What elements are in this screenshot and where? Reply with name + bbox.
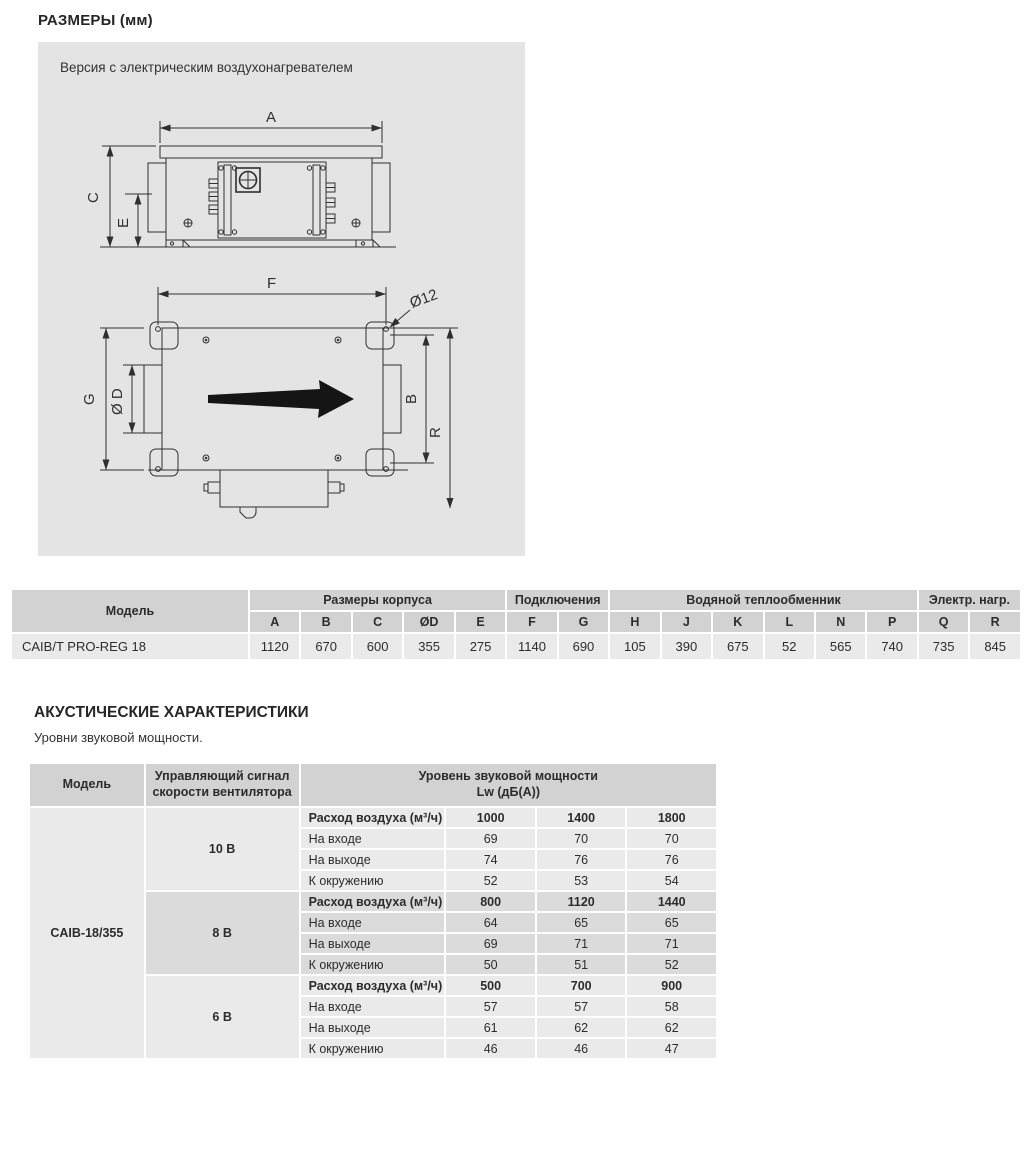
row-label-surround: К окружению bbox=[301, 955, 445, 974]
level-value: 51 bbox=[537, 955, 626, 974]
flow-value: 1400 bbox=[537, 808, 626, 827]
value-q: 735 bbox=[919, 634, 968, 659]
level-value: 74 bbox=[446, 850, 535, 869]
signal-header-line1: Управляющий сигнал bbox=[154, 769, 290, 784]
dim-label-c: C bbox=[85, 192, 102, 203]
front-flange bbox=[160, 146, 382, 158]
level-value: 76 bbox=[537, 850, 626, 869]
dimension-f bbox=[158, 287, 386, 325]
col-a: A bbox=[250, 612, 299, 632]
model-name: CAIB/T PRO-REG 18 bbox=[12, 634, 248, 659]
acoustics-subtitle: Уровни звуковой мощности. bbox=[34, 730, 203, 745]
value-j: 390 bbox=[662, 634, 711, 659]
col-c: C bbox=[353, 612, 402, 632]
drain-tab bbox=[240, 507, 256, 518]
value-k: 675 bbox=[713, 634, 762, 659]
level-value: 54 bbox=[627, 871, 716, 890]
top-left-duct bbox=[144, 365, 162, 433]
front-left-foot bbox=[166, 240, 190, 247]
level-value: 71 bbox=[627, 934, 716, 953]
group-header-water-coil: Водяной теплообменник bbox=[610, 590, 917, 610]
table-row bbox=[30, 808, 716, 827]
dim-label-g: G bbox=[81, 393, 98, 405]
acoustics-title: АКУСТИЧЕСКИЕ ХАРАКТЕРИСТИКИ bbox=[34, 704, 309, 721]
group-header-body-dims: Размеры корпуса bbox=[250, 590, 505, 610]
front-right-foot bbox=[356, 240, 380, 247]
dim-label-d: Ø D bbox=[109, 388, 126, 415]
col-b: B bbox=[301, 612, 350, 632]
value-g: 690 bbox=[559, 634, 608, 659]
value-f: 1140 bbox=[507, 634, 556, 659]
table-row bbox=[12, 634, 1020, 659]
col-j: J bbox=[662, 612, 711, 632]
flow-value: 700 bbox=[537, 976, 626, 995]
value-c: 600 bbox=[353, 634, 402, 659]
signal-header-line2: скорости вентилятора bbox=[152, 785, 292, 799]
flow-value: 1440 bbox=[627, 892, 716, 911]
level-value: 71 bbox=[537, 934, 626, 953]
col-d: ØD bbox=[404, 612, 453, 632]
level-value: 57 bbox=[446, 997, 535, 1016]
level-value: 65 bbox=[627, 913, 716, 932]
level-header-line1: Уровень звуковой мощности bbox=[418, 769, 598, 784]
value-l: 52 bbox=[765, 634, 814, 659]
flow-value: 1800 bbox=[627, 808, 716, 827]
level-value: 61 bbox=[446, 1018, 535, 1037]
level-value: 53 bbox=[537, 871, 626, 890]
dim-label-f: F bbox=[267, 275, 277, 292]
value-p: 740 bbox=[867, 634, 916, 659]
value-r: 845 bbox=[970, 634, 1020, 659]
airflow-arrow-icon bbox=[208, 380, 354, 418]
flow-label: Расход воздуха (м³/ч) bbox=[301, 976, 445, 995]
ac-col-header-level bbox=[301, 764, 716, 806]
level-value: 69 bbox=[446, 829, 535, 848]
heater-connection-box bbox=[204, 470, 344, 518]
level-value: 65 bbox=[537, 913, 626, 932]
page-title: РАЗМЕРЫ (мм) bbox=[38, 12, 153, 29]
col-e: E bbox=[456, 612, 505, 632]
ac-col-header-signal bbox=[146, 764, 299, 806]
row-label-outlet: На выходе bbox=[301, 934, 445, 953]
level-value: 46 bbox=[446, 1039, 535, 1058]
signal-10v-cell: 10 В bbox=[146, 808, 299, 890]
value-b: 670 bbox=[301, 634, 350, 659]
flow-value: 800 bbox=[446, 892, 535, 911]
hole-callout-leader bbox=[390, 310, 410, 327]
front-view bbox=[100, 121, 396, 247]
flow-label: Расход воздуха (м³/ч) bbox=[301, 808, 445, 827]
dim-label-b: B bbox=[403, 393, 420, 404]
front-right-duct bbox=[372, 163, 390, 232]
level-value: 70 bbox=[627, 829, 716, 848]
technical-drawing bbox=[38, 42, 525, 556]
col-k: K bbox=[713, 612, 762, 632]
row-label-outlet: На выходе bbox=[301, 850, 445, 869]
col-g: G bbox=[559, 612, 608, 632]
dimensions-table bbox=[10, 588, 1022, 661]
flow-value: 1000 bbox=[446, 808, 535, 827]
value-a: 1120 bbox=[250, 634, 299, 659]
acoustics-table bbox=[28, 762, 718, 1060]
level-value: 70 bbox=[537, 829, 626, 848]
control-box bbox=[209, 162, 335, 238]
level-value: 52 bbox=[627, 955, 716, 974]
level-value: 76 bbox=[627, 850, 716, 869]
dim-label-r: R bbox=[427, 427, 444, 438]
value-h: 105 bbox=[610, 634, 659, 659]
dimension-r bbox=[383, 328, 458, 508]
level-value: 52 bbox=[446, 871, 535, 890]
ac-col-header-model: Модель bbox=[30, 764, 144, 806]
level-value: 58 bbox=[627, 997, 716, 1016]
group-header-electric-heater: Электр. нагр. bbox=[919, 590, 1020, 610]
level-value: 46 bbox=[537, 1039, 626, 1058]
flow-value: 1120 bbox=[537, 892, 626, 911]
row-label-inlet: На входе bbox=[301, 913, 445, 932]
col-p: P bbox=[867, 612, 916, 632]
value-e: 275 bbox=[456, 634, 505, 659]
value-n: 565 bbox=[816, 634, 865, 659]
level-value: 62 bbox=[537, 1018, 626, 1037]
signal-8v-cell: 8 В bbox=[146, 892, 299, 974]
level-header-line2: Lw (дБ(А)) bbox=[476, 785, 540, 799]
level-value: 47 bbox=[627, 1039, 716, 1058]
row-label-inlet: На входе bbox=[301, 997, 445, 1016]
level-value: 57 bbox=[537, 997, 626, 1016]
row-label-outlet: На выходе bbox=[301, 1018, 445, 1037]
flow-label: Расход воздуха (м³/ч) bbox=[301, 892, 445, 911]
front-body bbox=[166, 158, 372, 240]
drawing-caption: Версия с электрическим воздухонагревателем bbox=[60, 60, 353, 75]
signal-6v-cell: 6 В bbox=[146, 976, 299, 1058]
col-h: H bbox=[610, 612, 659, 632]
col-n: N bbox=[816, 612, 865, 632]
hole-callout-label: Ø12 bbox=[407, 286, 441, 312]
level-value: 64 bbox=[446, 913, 535, 932]
dim-label-a: A bbox=[266, 109, 277, 126]
col-q: Q bbox=[919, 612, 968, 632]
row-label-inlet: На входе bbox=[301, 829, 445, 848]
dimensions-drawing-panel bbox=[38, 42, 525, 556]
row-label-surround: К окружению bbox=[301, 871, 445, 890]
flow-value: 900 bbox=[627, 976, 716, 995]
top-right-duct bbox=[383, 365, 401, 433]
dim-label-e: E bbox=[115, 217, 132, 228]
front-left-duct bbox=[148, 163, 166, 232]
col-f: F bbox=[507, 612, 556, 632]
level-value: 50 bbox=[446, 955, 535, 974]
row-label-surround: К окружению bbox=[301, 1039, 445, 1058]
level-value: 62 bbox=[627, 1018, 716, 1037]
flow-value: 500 bbox=[446, 976, 535, 995]
ac-model-name: CAIB-18/355 bbox=[30, 808, 144, 1058]
col-header-model: Модель bbox=[12, 590, 248, 632]
level-value: 69 bbox=[446, 934, 535, 953]
value-d: 355 bbox=[404, 634, 453, 659]
group-header-connections: Подключения bbox=[507, 590, 608, 610]
switch-knob-icon bbox=[236, 168, 260, 192]
col-l: L bbox=[765, 612, 814, 632]
col-r: R bbox=[970, 612, 1020, 632]
